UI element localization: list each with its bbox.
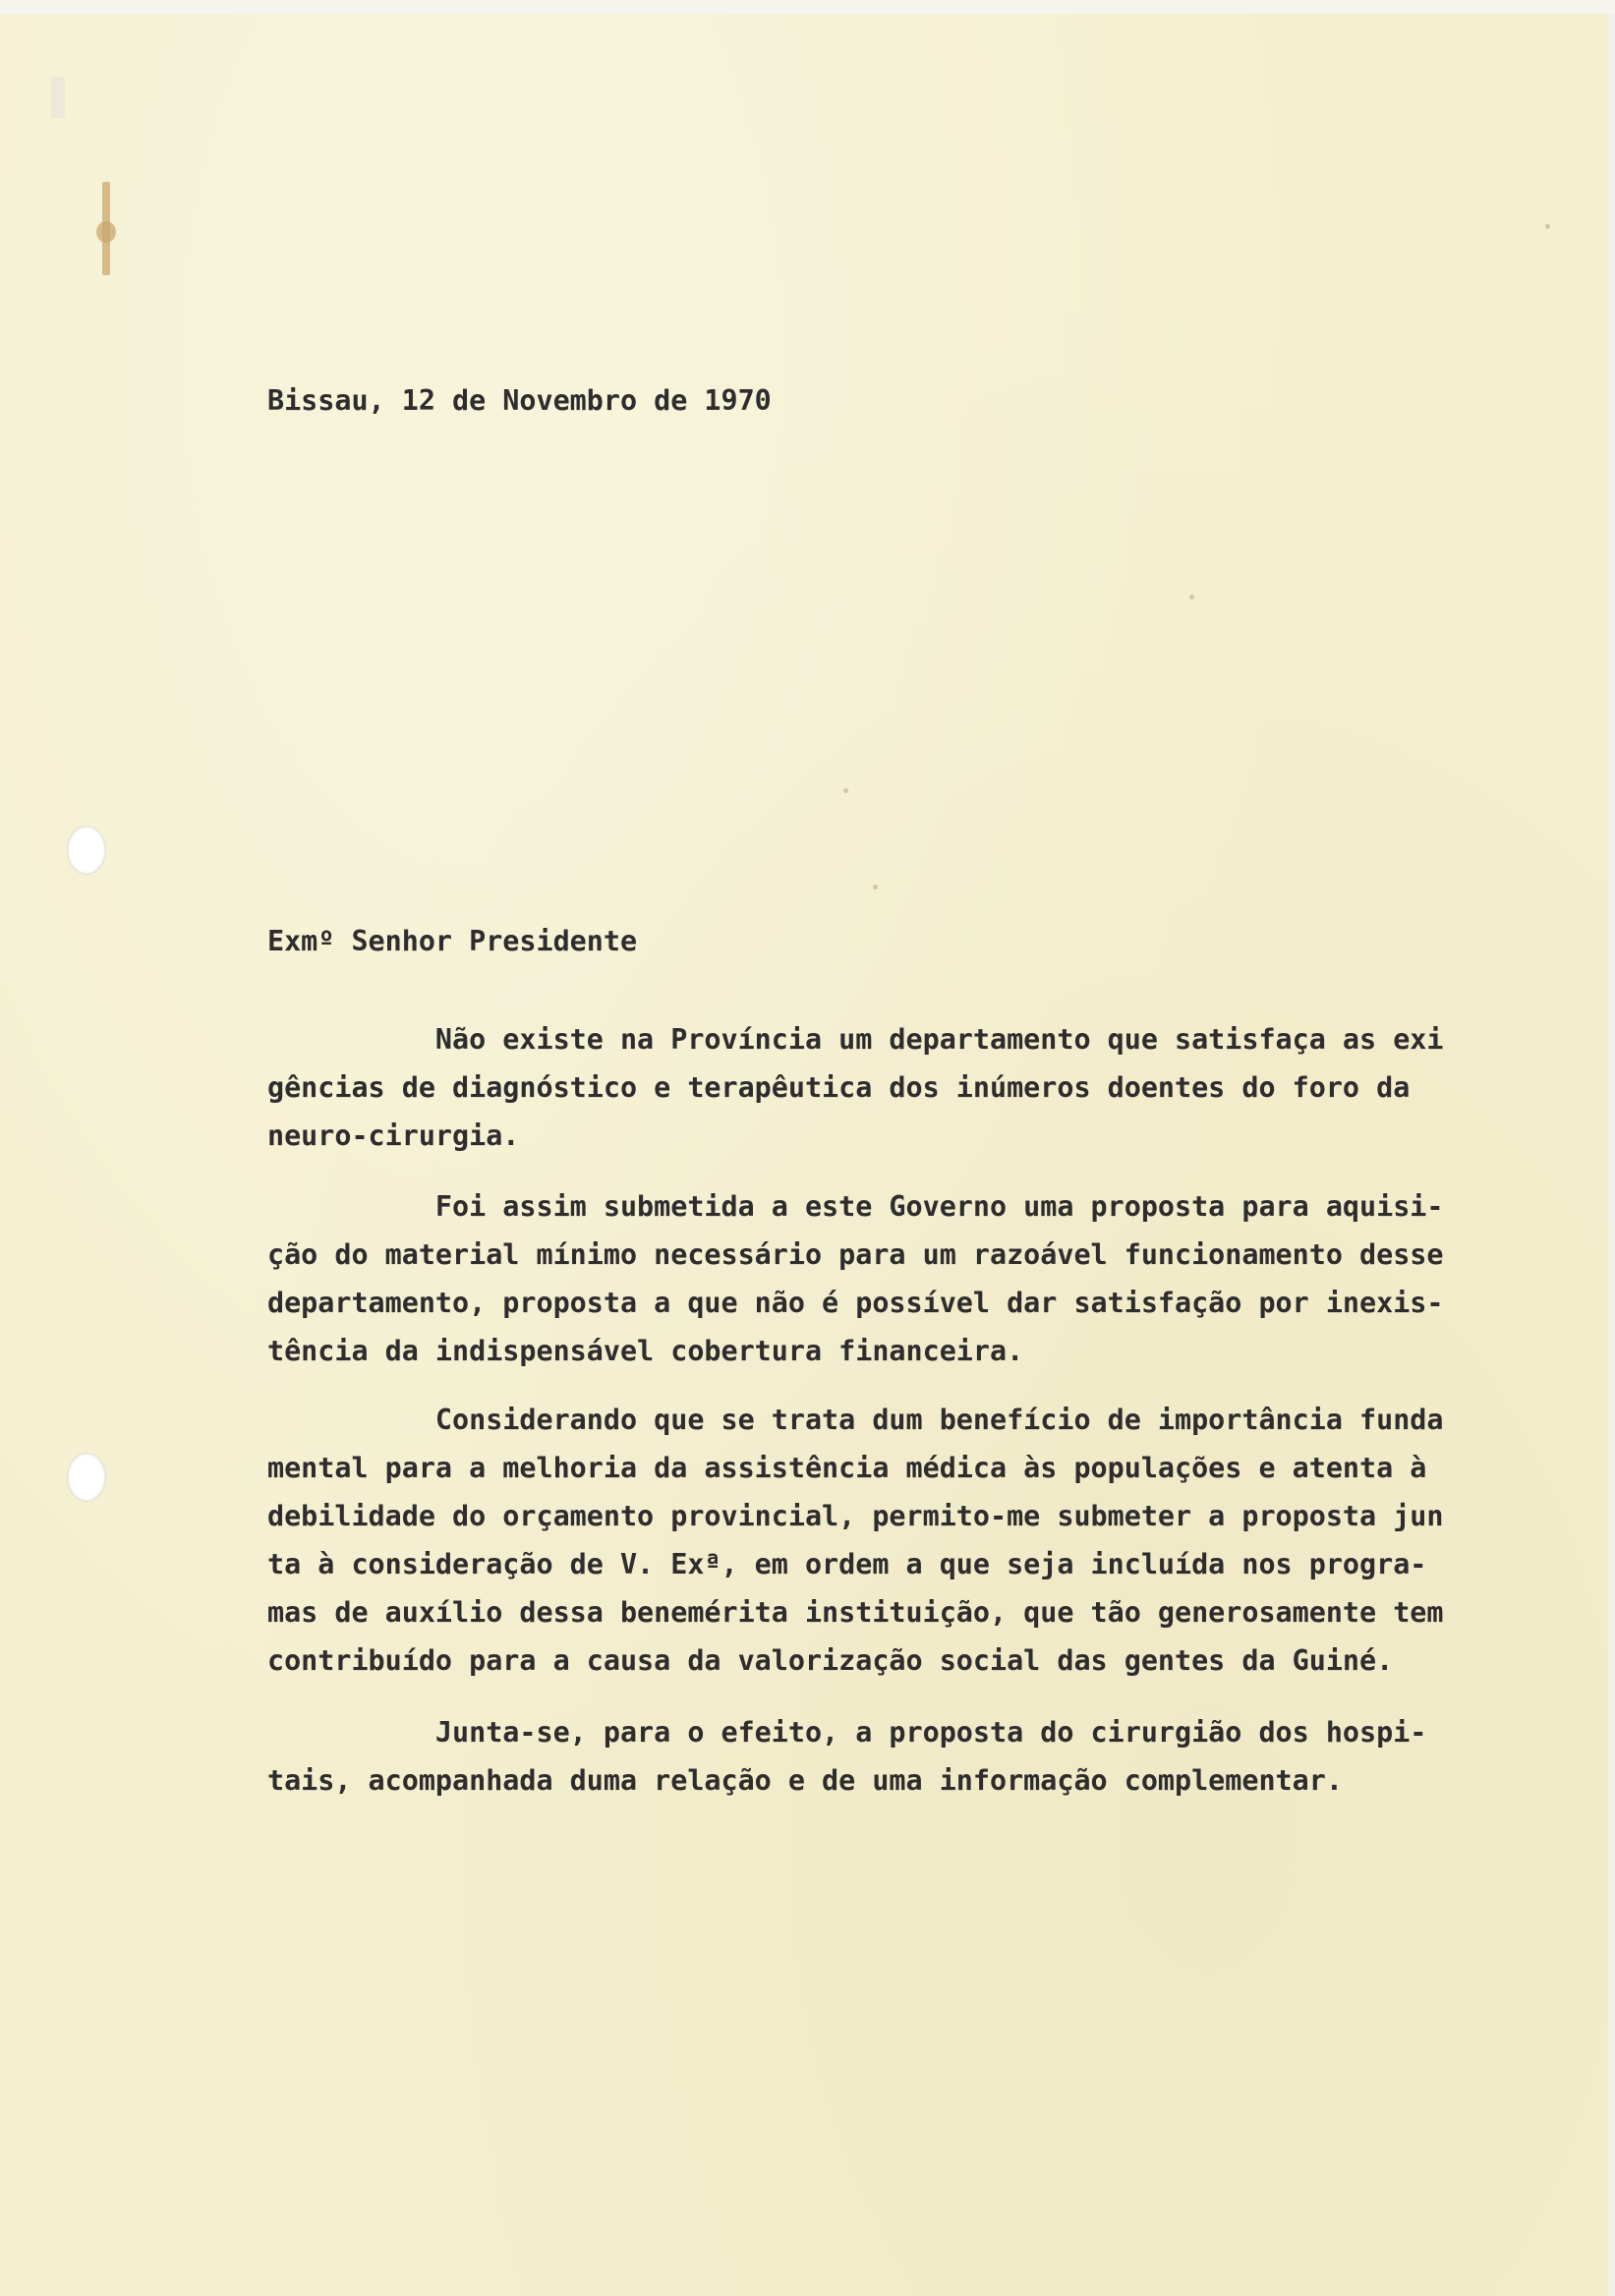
- paragraph-line: tência da indispensável cobertura financeira.: [267, 1335, 1024, 1367]
- paragraph-line: contribuído para a causa da valorização social das gentes da Guiné.: [267, 1644, 1394, 1677]
- scan-right-margin: [1608, 14, 1615, 2296]
- paragraph-line: departamento, proposta a que não é possível dar satisfação por inexis-: [267, 1287, 1444, 1319]
- paragraph-line: Junta-se, para o efeito, a proposta do cirurgião dos hospi-: [267, 1716, 1427, 1749]
- punch-hole-upper: [67, 826, 106, 875]
- paragraph-line: ção do material mínimo necessário para um razoável funcionamento desse: [267, 1238, 1444, 1271]
- paragraph-line: mental para a melhoria da assistência médica às populações e atenta à: [267, 1452, 1427, 1484]
- paragraph-line: tais, acompanhada duma relação e de uma informação complementar.: [267, 1764, 1343, 1797]
- paragraph-line: gências de diagnóstico e terapêutica dos inúmeros doentes do foro da: [267, 1071, 1411, 1104]
- paragraph-line: Foi assim submetida a este Governo uma proposta para aquisi-: [267, 1190, 1444, 1223]
- paper-speck: [1545, 224, 1550, 229]
- paragraph-line: Considerando que se trata dum benefício de importância funda: [267, 1404, 1444, 1436]
- rust-stain-blot: [96, 221, 116, 243]
- paper-speck: [843, 788, 848, 793]
- staple-mark-top: [51, 77, 65, 118]
- paragraph-3: [267, 1396, 1443, 1685]
- paragraph-line: neuro-cirurgia.: [267, 1119, 520, 1152]
- paper-speck: [873, 885, 878, 890]
- paragraph-line: ta à consideração de V. Exª, em ordem a que seja incluída nos progra-: [267, 1548, 1427, 1580]
- scan-top-margin: [0, 0, 1615, 14]
- paper-speck: [1189, 595, 1194, 600]
- paragraph-1: [267, 1015, 1443, 1160]
- paragraph-line: mas de auxílio dessa benemérita instituição, que tão generosamente tem: [267, 1596, 1444, 1629]
- letter-salutation: Exmº Senhor Presidente: [267, 925, 638, 957]
- punch-hole-lower: [67, 1453, 106, 1502]
- paragraph-2: [267, 1182, 1443, 1375]
- letter-date: Bissau, 12 de Novembro de 1970: [267, 384, 772, 417]
- paragraph-4: [267, 1708, 1426, 1805]
- paragraph-line: Não existe na Província um departamento que satisfaça as exi: [267, 1023, 1444, 1056]
- paragraph-line: debilidade do orçamento provincial, permito-me submeter a proposta jun: [267, 1500, 1444, 1532]
